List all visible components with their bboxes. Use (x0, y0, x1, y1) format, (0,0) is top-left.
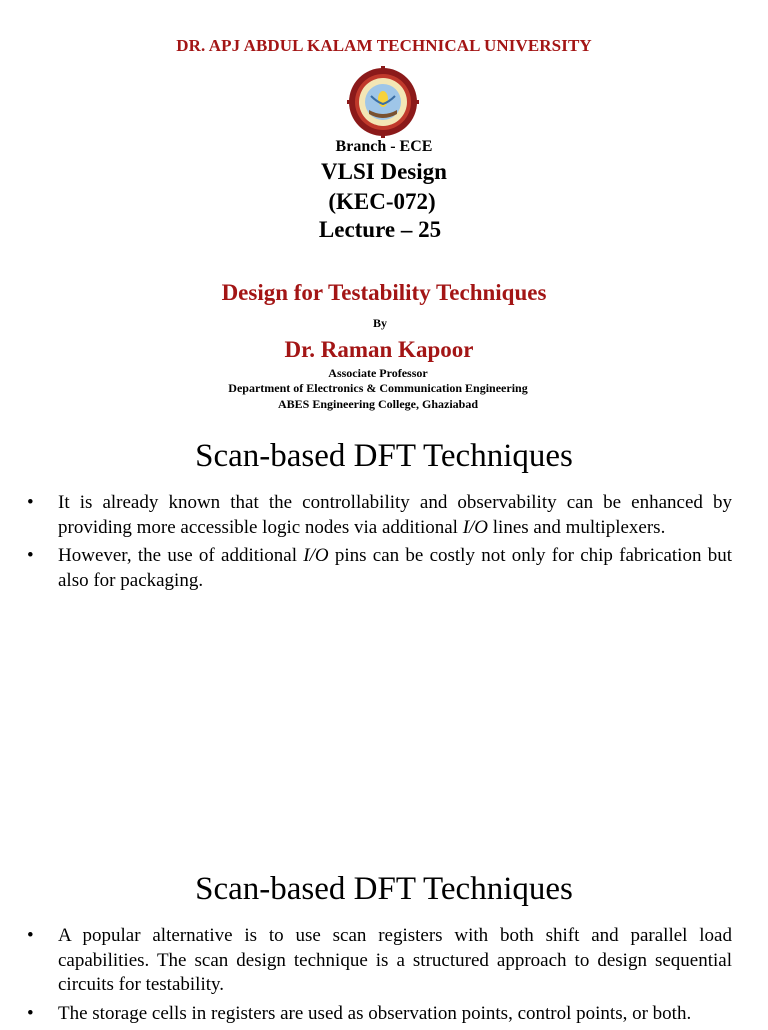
university-name: DR. APJ ABDUL KALAM TECHNICAL UNIVERSITY (176, 36, 592, 55)
list-item: • However, the use of additional I/O pins can be costly not only for chip fabrication but also for packaging. (27, 545, 732, 591)
course-name: VLSI Design (321, 159, 447, 184)
bullet-icon: • (27, 545, 34, 566)
by-label: By (372, 316, 387, 330)
bullet-icon: • (27, 492, 34, 513)
lecture-topic: Design for Testability Techniques (221, 280, 547, 305)
bullet-icon: • (27, 925, 34, 946)
list-item: • It is already known that the controllability and observability can be enhanced by providing more accessible logic nodes via additional I/O lines and multiplexers. (27, 492, 732, 538)
author-designation: Associate Professor (328, 366, 428, 380)
bullet-icon: • (27, 1002, 34, 1024)
list-item: • A popular alternative is to use scan registers with both shift and parallel load capabilities. The scan design technique is a structured approach to design sequential circuits for testability. (27, 925, 732, 995)
lecture-number: Lecture – 25 (318, 217, 442, 242)
bullet-list (0, 491, 768, 597)
list-item: • The storage cells in registers are used as observation points, control points, or both. (0, 1002, 768, 1027)
slide-title: Scan-based DFT Techniques (195, 438, 573, 474)
author-college: ABES Engineering College, Ghaziabad (277, 397, 479, 411)
branch-label: Branch - ECE (335, 138, 433, 155)
course-code: (KEC-072) (328, 189, 436, 214)
author-department: Department of Electronics & Communication Engineering (228, 381, 528, 395)
author-name: Dr. Raman Kapoor (284, 337, 474, 362)
university-seal-icon (347, 66, 419, 138)
slide-title: Scan-based DFT Techniques (195, 871, 573, 907)
bullet-list (0, 924, 768, 1030)
